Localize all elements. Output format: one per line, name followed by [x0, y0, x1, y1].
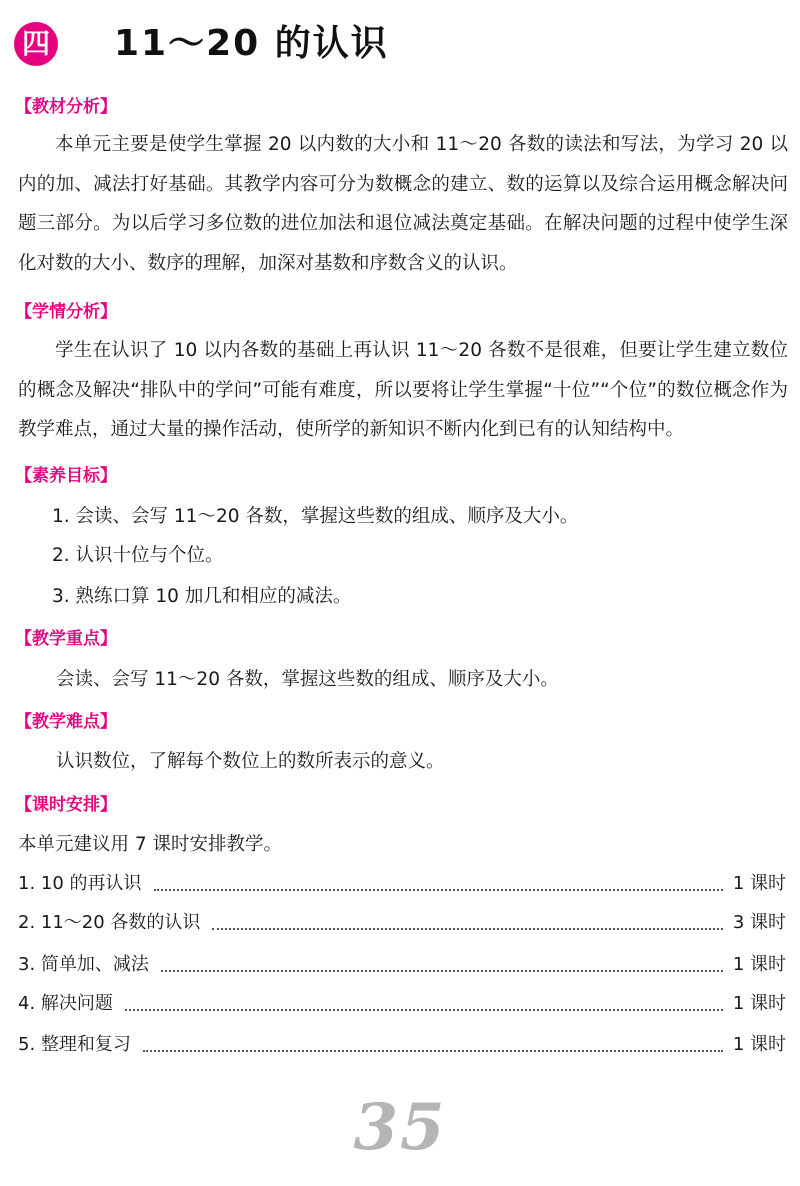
leader-dots	[212, 928, 722, 930]
schedule-row	[18, 952, 786, 978]
schedule-intro: 本单元建议用 7 课时安排教学。	[18, 834, 283, 855]
schedule-row-label: 5. 整理和复习	[18, 1034, 131, 1055]
section-heading-schedule: 【课时安排】	[15, 795, 117, 815]
schedule-row-duration: 1 课时	[732, 1034, 786, 1055]
leader-dots	[154, 889, 723, 891]
schedule-row	[18, 910, 786, 936]
leader-dots	[125, 1009, 723, 1011]
student-analysis-text: 学生在认识了 10 以内各数的基础上再认识 11～20 各数不是很难，但要让学生建立数位的概念及解决“排队中的学问”可能有难度，所以要将让学生掌握“十位”“个位”的数位概念作为教学难点，通过大量的操作活动，使所学的新知识不断内化到已有的认知结构中。	[18, 340, 788, 440]
schedule-row-label: 1. 10 的再认识	[18, 873, 142, 894]
material-analysis-text: 本单元主要是使学生掌握 20 以内数的大小和 11～20 各数的读法和写法，为学习 20 以内的加、减法打好基础。其教学内容可分为数概念的建立、数的运算以及综合运用概念解决问题三部分。为以后学习多位数的进位加法和退位减法奠定基础。在解决问题的过程中使学生深化对数的大小、数序的理解，加深对基数和序数含义的认识。	[18, 134, 788, 274]
chapter-title: 11～20 的认识	[114, 23, 389, 64]
leader-dots	[161, 970, 723, 972]
section-heading-goals: 【素养目标】	[15, 466, 117, 486]
chapter-number-badge: 四	[14, 22, 58, 66]
schedule-row-duration: 1 课时	[732, 954, 786, 975]
section-heading-key-point: 【教学重点】	[15, 629, 117, 649]
goal-item: 3. 熟练口算 10 加几和相应的减法。	[52, 586, 352, 607]
schedule-row-duration: 3 课时	[732, 912, 786, 933]
section-heading-material: 【教材分析】	[15, 97, 117, 117]
schedule-row-label: 3. 简单加、减法	[18, 954, 149, 975]
schedule-row-duration: 1 课时	[732, 873, 786, 894]
schedule-row	[18, 871, 786, 897]
goal-item: 1. 会读、会写 11～20 各数，掌握这些数的组成、顺序及大小。	[52, 506, 579, 527]
section-heading-difficulty: 【教学难点】	[15, 712, 117, 732]
schedule-row-label: 4. 解决问题	[18, 993, 113, 1014]
schedule-row-duration: 1 课时	[732, 993, 786, 1014]
schedule-row	[18, 1032, 786, 1058]
page-number: 35	[353, 1090, 447, 1165]
leader-dots	[143, 1050, 723, 1052]
section-heading-students: 【学情分析】	[15, 302, 117, 322]
goal-item: 2. 认识十位与个位。	[52, 545, 224, 566]
difficulty-text: 认识数位，了解每个数位上的数所表示的意义。	[56, 751, 445, 772]
schedule-row	[18, 991, 786, 1017]
key-point-text: 会读、会写 11～20 各数，掌握这些数的组成、顺序及大小。	[56, 669, 559, 690]
chapter-header	[14, 16, 794, 72]
schedule-row-label: 2. 11～20 各数的认识	[18, 912, 201, 933]
